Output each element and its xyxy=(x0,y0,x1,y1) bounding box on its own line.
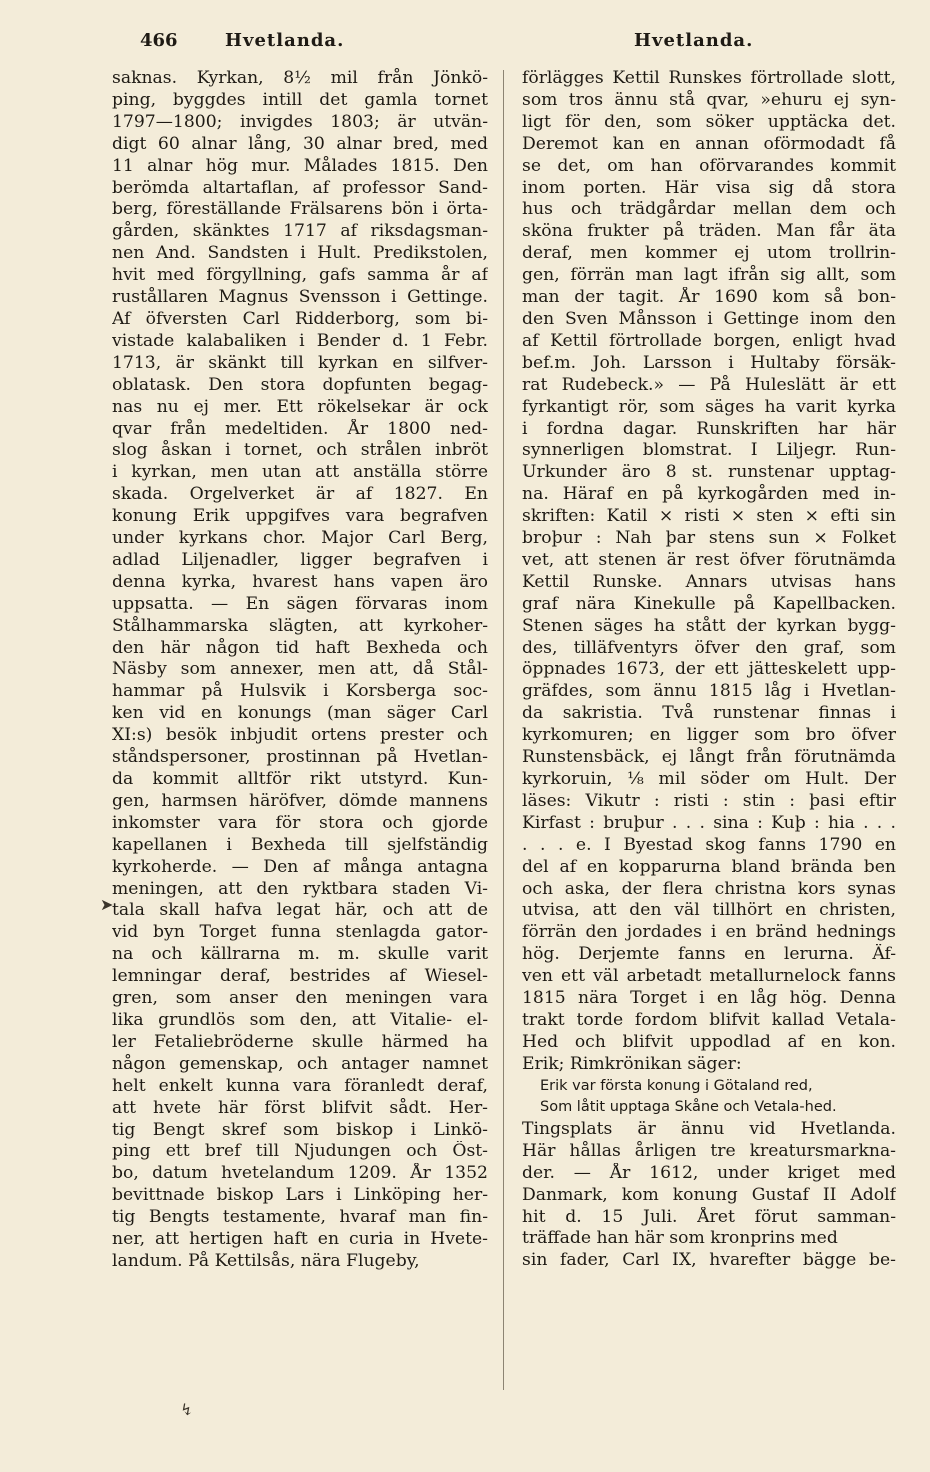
right-column-line: broþur : Nah þar stens sun × Folket xyxy=(522,528,896,549)
left-column-line: någon gemenskap, och antager namnet xyxy=(112,1053,488,1074)
left-column-line: 11 alnar hög mur. Målades 1815. Den xyxy=(112,155,488,176)
left-column-line: ler Fetaliebröderne skulle härmed ha xyxy=(112,1031,488,1052)
margin-arrow-mark: ➤ xyxy=(100,895,114,914)
left-column-line: 1713, är skänkt till kyrkan en silfver- xyxy=(112,352,488,373)
right-column-line: Urkunder äro 8 st. runstenar upptag- xyxy=(522,462,896,483)
left-column-line: ken vid en konungs (man säger Carl xyxy=(112,703,488,724)
right-column-line: bef.m. Joh. Larsson i Hultaby försäk- xyxy=(522,352,896,373)
right-column-line: skriften: Katil × risti × sten × efti sin xyxy=(522,506,896,527)
left-column-line: ståndspersoner, prostinnan på Hvetlan- xyxy=(112,747,488,768)
right-column xyxy=(522,68,896,1272)
right-column-line: träffade han här som kronprins med xyxy=(522,1228,838,1249)
left-column-line: rustållaren Magnus Svensson i Gettinge. xyxy=(112,287,488,308)
left-column-line: na och källrarna m. m. skulle varit xyxy=(112,944,488,965)
right-column-line: deraf, men kommer ej utom trollrin- xyxy=(522,243,896,264)
right-column-line: Erik; Rimkrönikan säger: xyxy=(522,1053,742,1074)
right-column-line: Stenen säges ha stått der kyrkan bygg- xyxy=(522,615,896,636)
left-column-line: tala skall hafva legat här, och att de xyxy=(112,900,488,921)
left-column-line: meningen, att den ryktbara staden Vi- xyxy=(112,878,488,899)
page-header xyxy=(0,30,930,70)
running-title-right: Hvetlanda. xyxy=(634,30,754,51)
right-column-line: hus och trädgårdar mellan dem och xyxy=(522,199,896,220)
right-column-line: se det, om han oförvarandes kommit xyxy=(522,155,896,176)
left-column-line: nen And. Sandsten i Hult. Predikstolen, xyxy=(112,243,488,264)
left-column-line: inkomster vara för stora och gjorde xyxy=(112,812,488,833)
right-column-line: hit d. 15 Juli. Året förut samman- xyxy=(522,1206,896,1227)
right-column-line: kyrkomuren; en ligger som bro öfver xyxy=(522,725,896,746)
left-column-line: konung Erik uppgifves vara begrafven xyxy=(112,506,488,527)
left-column xyxy=(112,68,488,1273)
left-column-line: da kommit alltför rikt utstyrd. Kun- xyxy=(112,769,488,789)
right-column-line: rat Rudebeck.» — På Huleslätt är ett xyxy=(522,374,896,395)
right-column-line: förrän den jordades i en bränd hednings xyxy=(522,922,896,943)
right-column-line: af Kettil förtrollade borgen, enligt hvad xyxy=(522,330,896,351)
left-column-line: bevittnade biskop Lars i Linköping her- xyxy=(112,1185,488,1206)
right-column-line: Danmark, kom konung Gustaf II Adolf xyxy=(522,1184,896,1205)
right-column-line: sin fader, Carl IX, hvarefter bägge be- xyxy=(522,1250,896,1271)
left-column-line: gren, som anser den meningen vara xyxy=(112,988,488,1009)
left-column-line: berömda altartaflan, af professor Sand- xyxy=(112,177,488,198)
left-column-line: qvar från medeltiden. År 1800 ned- xyxy=(112,418,488,439)
right-column-line: utvisa, att den väl tillhört en christen, xyxy=(522,900,896,921)
left-column-line: Näsby som annexer, men att, då Stål- xyxy=(112,659,488,680)
left-column-line: oblatask. Den stora dopfunten begag- xyxy=(112,374,488,395)
left-column-line: att hvete här först blifvit sådt. Her- xyxy=(112,1097,488,1118)
left-column-line: uppsatta. — En sägen förvaras inom xyxy=(112,593,488,614)
left-column-line: lika grundlös som den, att Vitalie- el- xyxy=(112,1009,488,1030)
right-column-line: vet, att stenen är rest öfver förutnämda xyxy=(522,549,896,570)
right-column-line: Tingsplats är ännu vid Hvetlanda. xyxy=(522,1118,896,1139)
left-column-line: tig Bengts testamente, hvaraf man fin- xyxy=(112,1207,488,1228)
left-column-line: Stålhammarska slägten, att kyrkoher- xyxy=(112,615,488,636)
right-column-line: gen, förrän man lagt ifrån sig allt, som xyxy=(522,265,896,286)
right-column-line: Här hållas årligen tre kreatursmarkna- xyxy=(522,1140,896,1161)
left-column-line: Af öfversten Carl Ridderborg, som bi- xyxy=(112,308,488,329)
left-column-line: kyrkoherde. — Den af många antagna xyxy=(112,856,488,877)
right-column-line: som tros ännu stå qvar, »ehuru ej syn- xyxy=(522,89,896,110)
right-column-line: läses: Vikutr : risti : stin : þasi eftir xyxy=(522,790,896,811)
left-column-line: XI:s) besök inbjudit ortens prester och xyxy=(112,725,488,746)
right-column-line: 1815 nära Torget i en låg hög. Denna xyxy=(522,988,896,1009)
left-column-line: den här någon tid haft Bexheda och xyxy=(112,637,488,658)
left-column-line: ping ett bref till Njudungen och Öst- xyxy=(112,1141,488,1162)
right-column-line: der. — År 1612, under kriget med xyxy=(522,1162,896,1183)
right-column-line: Erik var första konung i Götaland red, xyxy=(540,1077,813,1094)
right-column-line: Kettil Runske. Annars utvisas hans xyxy=(522,571,896,592)
right-column-line: Kirfast : bruþur . . . sina : Kuþ : hia . . . xyxy=(522,812,896,833)
right-column-line: inom porten. Här visa sig då stora xyxy=(522,177,896,198)
right-column-line: öppnades 1673, der ett jätteskelett upp- xyxy=(522,659,896,680)
left-column-line: denna kyrka, hvarest hans vapen äro xyxy=(112,571,488,592)
right-column-line: och aska, der flera christna kors synas xyxy=(522,878,896,899)
right-column-line: na. Häraf en på kyrkogården med in- xyxy=(522,484,896,505)
bottom-smudge-mark: ↯ xyxy=(180,1400,194,1419)
left-column-line: adlad Liljenadler, ligger begrafven i xyxy=(112,549,488,570)
right-column-line: kyrkoruin, ⅛ mil söder om Hult. Der xyxy=(522,769,896,789)
left-column-line: gården, skänktes 1717 af riksdagsman- xyxy=(112,221,488,242)
left-column-line: under kyrkans chor. Major Carl Berg, xyxy=(112,528,488,549)
running-title-left: Hvetlanda. xyxy=(225,30,345,51)
left-column-line: ner, att hertigen haft en curia in Hvete- xyxy=(112,1229,488,1250)
right-column-line: da sakristia. Två runstenar finnas i xyxy=(522,703,896,724)
left-column-line: berg, föreställande Frälsarens bön i örta- xyxy=(112,199,488,220)
left-column-line: nas nu ej mer. Ett rökelsekar är ock xyxy=(112,396,488,417)
column-divider xyxy=(503,70,504,1390)
right-column-line: del af en kopparurna bland brända ben xyxy=(522,856,896,877)
right-column-line: Deremot kan en annan oförmodadt få xyxy=(522,133,896,154)
right-column-line: man der tagit. År 1690 kom så bon- xyxy=(522,287,896,308)
left-column-line: gen, harmsen häröfver, dömde mannens xyxy=(112,790,488,811)
right-column-line: Runstensbäck, ej långt från förutnämda xyxy=(522,747,896,768)
page-number: 466 xyxy=(140,30,178,51)
left-column-line: i kyrkan, men utan att anställa större xyxy=(112,462,488,483)
right-column-line: sköna frukter på träden. Man får äta xyxy=(522,221,896,242)
left-column-line: 1797—1800; invigdes 1803; är utvän- xyxy=(112,111,488,132)
right-column-line: Som låtit upptaga Skåne och Vetala-hed. xyxy=(540,1099,837,1116)
left-column-line: landum. På Kettilsås, nära Flugeby, xyxy=(112,1250,420,1271)
left-column-line: hvit med förgyllning, gafs samma år af xyxy=(112,265,488,286)
right-column-line: hög. Derjemte fanns en lerurna. Äf- xyxy=(522,944,896,965)
left-column-line: kapellanen i Bexheda till sjelfständig xyxy=(112,834,488,855)
right-column-line: synnerligen blomstrat. I Liljegr. Run- xyxy=(522,440,896,461)
right-column-line: . . . e. I Byestad skog fanns 1790 en xyxy=(522,834,896,855)
right-column-line: trakt torde fordom blifvit kallad Vetala- xyxy=(522,1009,896,1030)
right-column-line: graf nära Kinekulle på Kapellbacken. xyxy=(522,593,896,614)
left-column-line: bo, datum hvetelandum 1209. År 1352 xyxy=(112,1163,488,1184)
left-column-line: lemningar deraf, bestrides af Wiesel- xyxy=(112,966,488,987)
right-column-line: ven ett väl arbetadt metallurnelock fanns xyxy=(522,966,896,987)
left-column-line: ping, byggdes intill det gamla tornet xyxy=(112,89,488,110)
left-column-line: helt enkelt kunna vara föranledt deraf, xyxy=(112,1075,488,1096)
left-column-line: saknas. Kyrkan, 8½ mil från Jönkö- xyxy=(112,68,488,88)
right-column-line: den Sven Månsson i Gettinge inom den xyxy=(522,308,896,329)
left-column-line: slog åskan i tornet, och strålen inbröt xyxy=(112,440,488,461)
right-column-line: Hed och blifvit uppodlad af en kon. xyxy=(522,1031,896,1052)
right-column-line: gräfdes, som ännu 1815 låg i Hvetlan- xyxy=(522,681,896,702)
right-column-line: des, tilläfventyrs öfver den graf, som xyxy=(522,637,896,658)
left-column-line: vistade kalabaliken i Bender d. 1 Febr. xyxy=(112,330,488,351)
left-column-line: vid byn Torget funna stenlagda gator- xyxy=(112,922,488,943)
left-column-line: hammar på Hulsvik i Korsberga soc- xyxy=(112,681,488,702)
right-column-line: ligt för den, som söker upptäcka det. xyxy=(522,111,896,132)
right-column-line: förlägges Kettil Runskes förtrollade slott, xyxy=(522,68,896,88)
right-column-line: i fordna dagar. Runskriften har här xyxy=(522,418,896,439)
left-column-line: tig Bengt skref som biskop i Linkö- xyxy=(112,1119,488,1140)
left-column-line: skada. Orgelverket är af 1827. En xyxy=(112,484,488,505)
left-column-line: digt 60 alnar lång, 30 alnar bred, med xyxy=(112,133,488,154)
right-column-line: fyrkantigt rör, som säges ha varit kyrka xyxy=(522,396,896,417)
